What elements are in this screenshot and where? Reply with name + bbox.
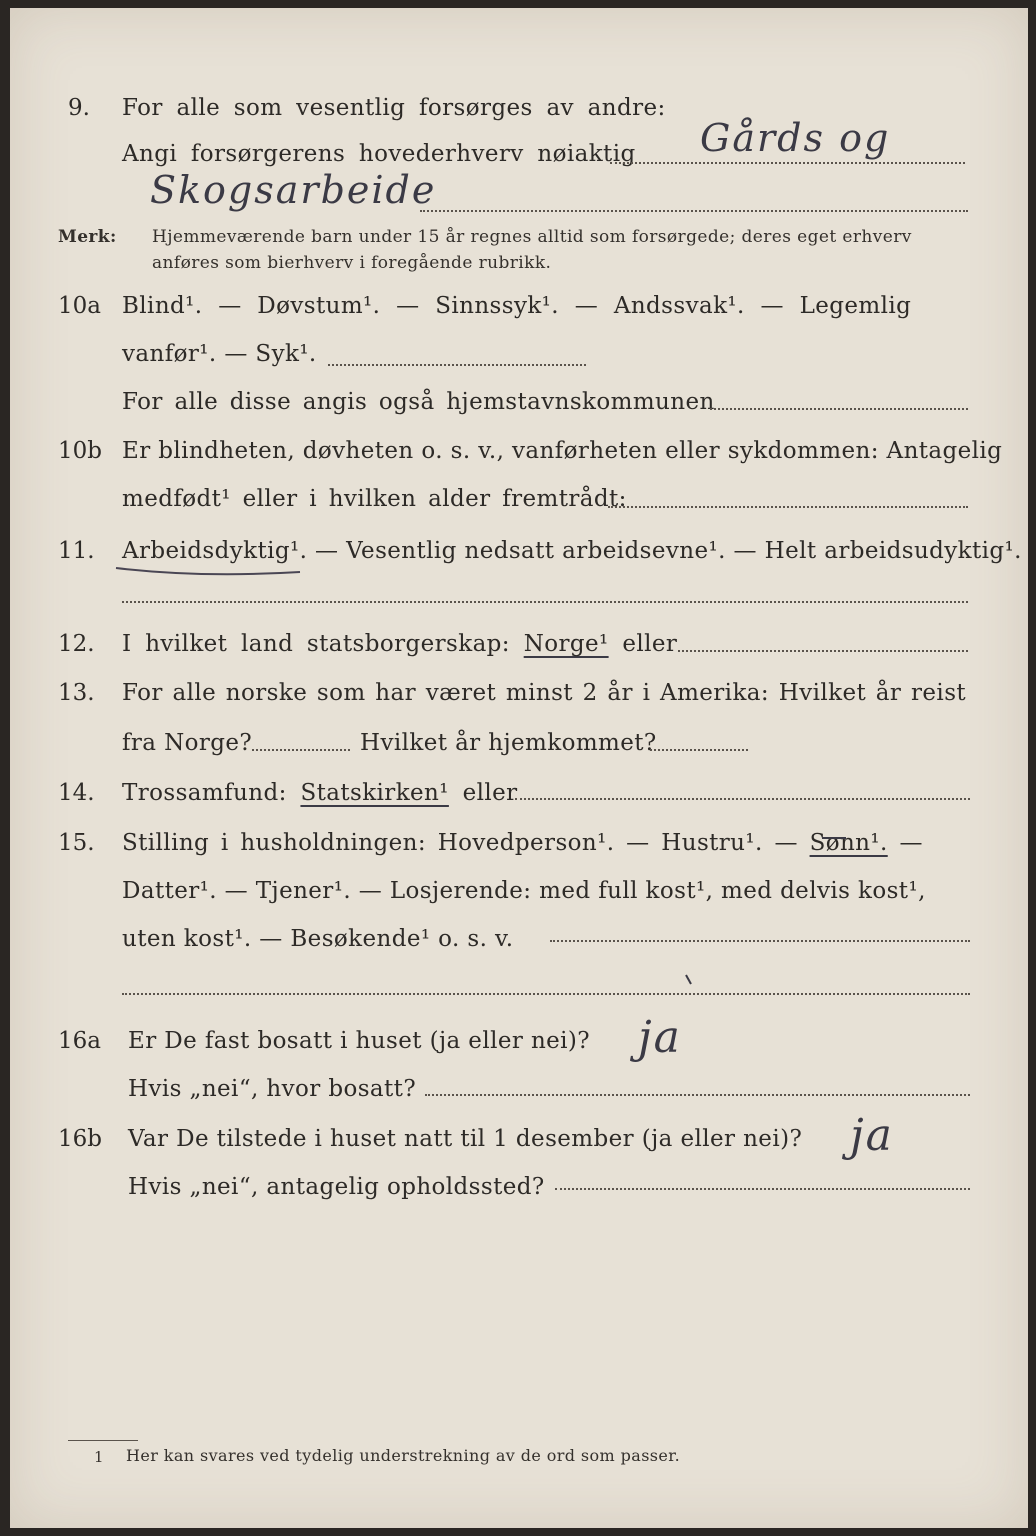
pen-marks [10,8,1028,1528]
q14-selected-option: Statskirken¹ [300,780,449,806]
footnote-number: 1 [94,1448,104,1466]
q15-line1-start: Stilling i husholdningen: Hovedperson¹. — Hustru¹. — [122,830,798,856]
q16a-number: 16a [58,1028,101,1054]
q10a-line1: Blind¹. — Døvstum¹. — Sinnssyk¹. — Andssvak¹. — Legemlig [122,293,912,319]
census-form-page [10,8,1028,1528]
q10a-line2: vanfør¹. — Syk¹. [122,341,317,367]
q16b-number: 16b [58,1126,102,1152]
q15-line2: Datter¹. — Tjener¹. — Losjerende: med full kost¹, med delvis kost¹, [122,878,926,904]
q15-line1-end: — [899,830,923,856]
q15-line3: uten kost¹. — Besøkende¹ o. s. v. [122,926,514,952]
q12-prefix: I hvilket land statsborgerskap: [122,631,510,657]
merk-label: Merk: [58,227,117,247]
q9-line1: For alle som vesentlig forsørges av andre: [122,95,666,121]
q16b-handwritten-answer: ja [850,1110,894,1161]
merk-line2: anføres som bierhverv i foregående rubrikk. [152,253,552,273]
q15-number: 15. [58,830,95,856]
q12-suffix: eller [622,631,678,657]
q16b-line1: Var De tilstede i huset natt til 1 desember (ja eller nei)? [128,1126,803,1152]
q13-line2a: fra Norge? [122,730,253,756]
q10b-line2: medfødt¹ eller i hvilken alder fremtrådt: [122,486,627,512]
q11-other-options: — Vesentlig nedsatt arbeidsevne¹. — Helt arbeidsudyktig¹. [315,538,1022,564]
q14-number: 14. [58,780,95,806]
q10b-line1: Er blindheten, døvheten o. s. v., vanførheten eller sykdommen: Antagelig [122,438,1003,464]
pen-tick-mark [686,975,691,984]
q11-selected-option: Arbeidsdyktig¹. [122,538,308,564]
q13-line2b: Hvilket år hjemkommet? [360,730,657,756]
q16a-line2: Hvis „nei“, hvor bosatt? [128,1076,417,1102]
q9-handwritten-answer-1: Gårds og [700,116,891,160]
q9-line2: Angi forsørgerens hovederhverv nøiaktig [122,141,636,167]
q12-number: 12. [58,631,95,657]
q9-handwritten-answer-2: Skogsarbeide [150,168,437,212]
q15-selected-option: Sønn¹. [809,830,888,856]
q16b-line2: Hvis „nei“, antagelig opholdssted? [128,1174,545,1200]
q10b-number: 10b [58,438,102,464]
q12-selected-option: Norge¹ [523,631,609,657]
q14-prefix: Trossamfund: [122,780,287,806]
merk-line1: Hjemmeværende barn under 15 år regnes alltid som forsørgede; deres eget erhverv [152,227,912,247]
q16a-handwritten-answer: ja [638,1012,682,1063]
q10a-number: 10a [58,293,101,319]
q10a-line3: For alle disse angis også hjemstavnskommunen [122,389,715,415]
q9-number: 9. [68,95,90,121]
footnote-text: Her kan svares ved tydelig understrekning av de ord som passer. [126,1446,681,1465]
arbeidsdyktig-underline [116,568,300,574]
q16a-line1: Er De fast bosatt i huset (ja eller nei)? [128,1028,591,1054]
q13-number: 13. [58,680,95,706]
q13-line1: For alle norske som har været minst 2 år i Amerika: Hvilket år reist [122,680,967,706]
q11-number: 11. [58,538,95,564]
q14-suffix: eller [462,780,518,806]
